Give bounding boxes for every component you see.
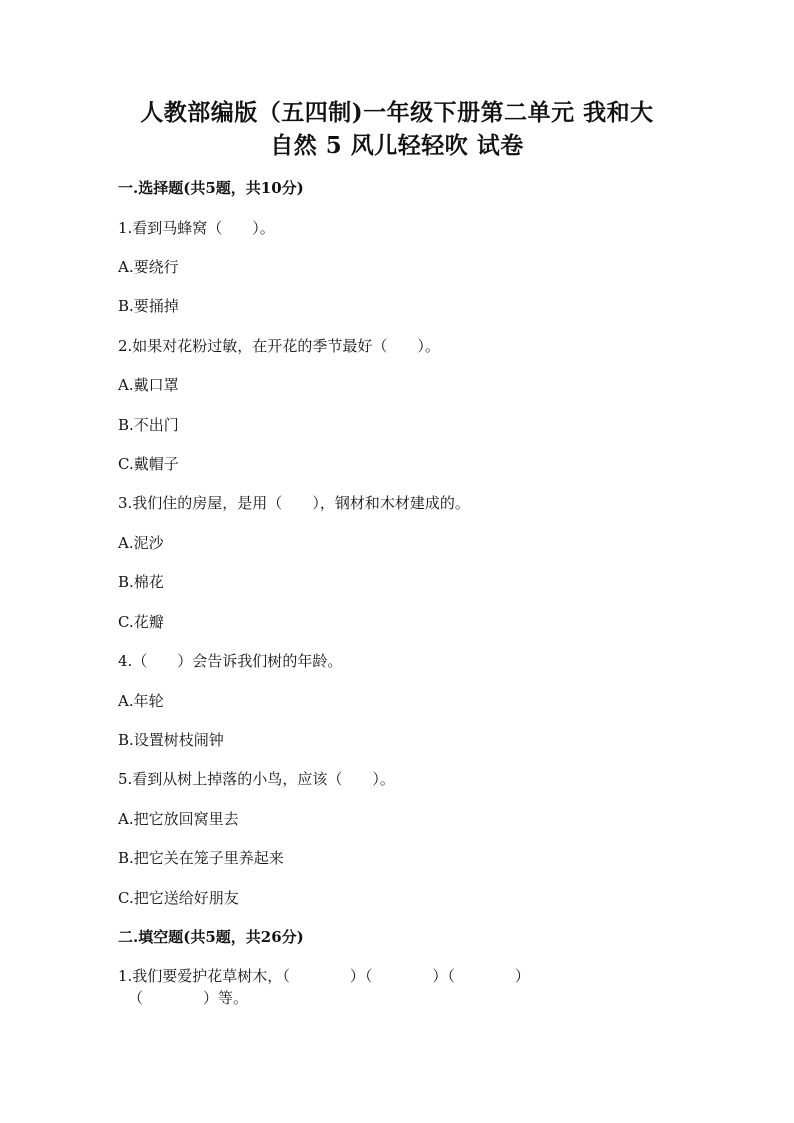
- question-stem: 1.我们要爱护花草树木，（ ）（ ）（ ）: [118, 967, 530, 985]
- answer-option: B.要捅掉: [118, 297, 179, 315]
- title-line-1: 人教部编版（五四制)一年级下册第二单元 我和大: [140, 99, 654, 126]
- question-stem: 4.（ ）会告诉我们树的年龄。: [118, 652, 343, 670]
- question-stem: 3.我们住的房屋，是用（ ），钢材和木材建成的。: [118, 494, 470, 512]
- answer-option: C.戴帽子: [118, 455, 179, 473]
- question-stem: 5.看到从树上掉落的小鸟，应该（ ）。: [118, 770, 395, 788]
- answer-option: B.设置树枝闹钟: [118, 731, 224, 749]
- question-stem-continuation: （ ）等。: [128, 989, 249, 1007]
- title-line-2: 自然 5 风儿轻轻吹 试卷: [270, 132, 524, 159]
- answer-option: B.不出门: [118, 416, 179, 434]
- answer-option: A.年轮: [118, 692, 164, 710]
- answer-option: A.泥沙: [118, 534, 164, 552]
- answer-option: B.把它关在笼子里养起来: [118, 849, 284, 867]
- answer-option: B.棉花: [118, 573, 164, 591]
- question-stem: 1.看到马蜂窝（ ）。: [118, 219, 275, 237]
- answer-option: A.戴口罩: [118, 376, 179, 394]
- answer-option: A.把它放回窝里去: [118, 810, 239, 828]
- answer-option: C.花瓣: [118, 613, 164, 631]
- section-heading: 二.填空题(共5题，共26分): [118, 928, 304, 946]
- answer-option: C.把它送给好朋友: [118, 889, 239, 907]
- question-stem: 2.如果对花粉过敏，在开花的季节最好（ ）。: [118, 337, 440, 355]
- answer-option: A.要绕行: [118, 258, 179, 276]
- section-heading: 一.选择题(共5题，共10分): [118, 179, 304, 197]
